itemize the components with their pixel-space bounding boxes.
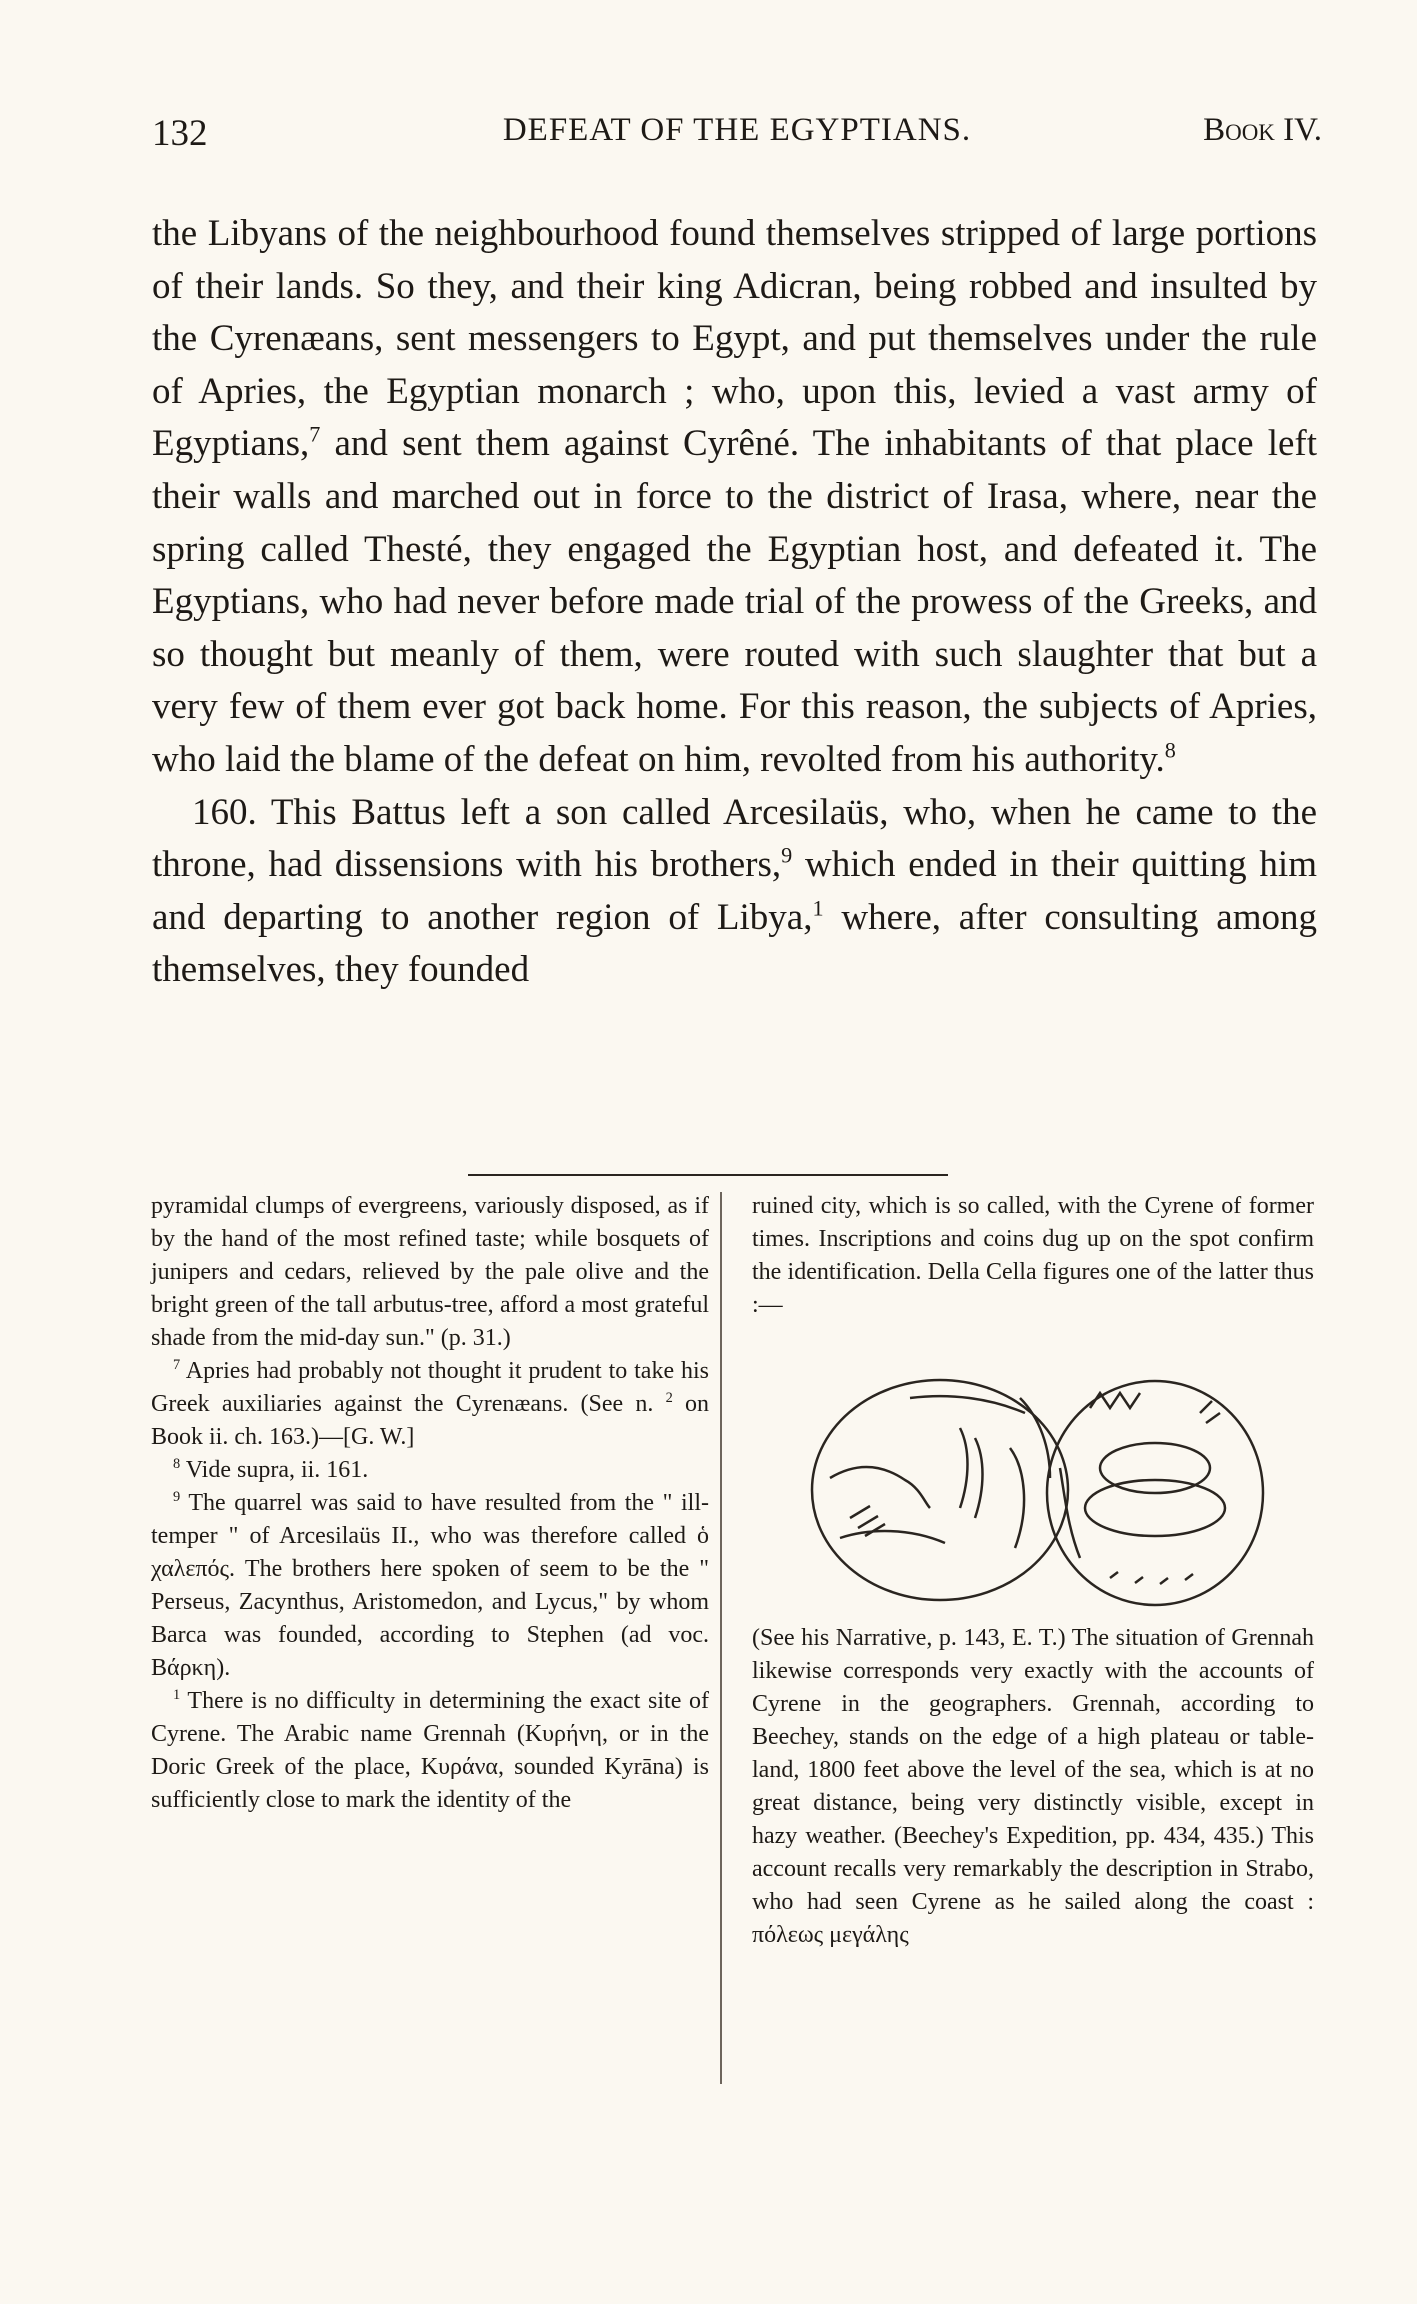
footnote-continuation: pyramidal clumps of evergreens, variously disposed, as if by the hand of the most refined taste; while bosquets of junipers and cedars, relieved by the pale olive and the bright green of the tall arbutus-tree, afford a most grateful shade from the mid-day sun." (p. 31.) xyxy=(151,1193,709,1351)
footnote-ref: 1 xyxy=(812,895,824,921)
running-header xyxy=(152,112,1322,162)
running-title: DEFEAT OF THE EGYPTIANS. xyxy=(502,112,972,148)
footnote-ref: 9 xyxy=(781,842,793,868)
footnote-continuation-right-2: (See his Narrative, p. 143, E. T.) The situation of Grennah likewise corresponds very exactly with the accounts of Cyrene in the geographers. Grennah, according to Beechey, stands on the edge of a high plateau or table-land, 1800 feet above the level of the sea, which is at no great distance, being very distinctly visible, except in hazy weather. (Beechey's Expedition, pp. 434, 435.) This account recalls very remarkably the description in Strabo, who had seen Cyrene as he sailed along the coast : πόλεως μεγάλης xyxy=(752,1625,1314,1948)
footnote-divider xyxy=(468,1174,948,1176)
coin-reverse xyxy=(1047,1381,1263,1605)
coin-obverse xyxy=(812,1380,1068,1600)
main-paragraph: the Libyans of the neighbourhood found themselves stripped of large portions of their lands. So they, and their king Adicran, being robbed and insulted by the Cyrenæans, sent messengers to Egypt, and put themselves under the rule of Apries, the Egyptian monarch ; who, upon this, levied a vast army of Egyptians,$^7$ and sent them against Cyrêné. The inhabitants of that place left their walls and marched out in force to the district of Irasa, where, near the spring called Thesté, they engaged the Egyptian host, and defeated it. The Egyptians, who had never before made trial of the prowess of the Greeks, and so thought but meanly of them, were routed with such slaughter that but a very few of them ever got back home. For this reason, the subjects of Apries, who laid the blame of the defeat on him, revolted from his authority.$^8$ xyxy=(152,213,1317,780)
page-number: 132 xyxy=(152,113,208,154)
footnote-1: $^1$ There is no difficulty in determining the exact site of Cyrene. The Arabic name Grennah (Κυρήνη, or in the Doric Greek of the place, Κυράνα, sounded Kyrāna) is sufficiently close to mark the identity of the xyxy=(151,1687,709,1813)
footnote-9: $^9$ The quarrel was said to have resulted from the " ill-temper " of Arcesilaüs II., who was therefore called ὁ χαλεπός. The brothers here spoken of seem to be the " Perseus, Zacynthus, Aristomedon, and Lycus," by whom Barca was founded, according to Stephen (ad voc. Βάρκη). xyxy=(151,1489,709,1681)
footnote-continuation-right: ruined city, which is so called, with the Cyrene of former times. Inscriptions and coins dug up on the spot confirm the identification. Della Cella figures one of the latter thus :— xyxy=(752,1193,1314,1318)
coin-illustration xyxy=(810,1368,1270,1608)
footnotes-right-bottom xyxy=(752,1622,1314,1952)
footnotes-right-top xyxy=(752,1190,1314,1322)
book-label: Book IV. xyxy=(1203,112,1322,148)
column-divider xyxy=(720,1192,722,2084)
footnote-7: $^7$ Apries had probably not thought it prudent to take his Greek auxiliaries against the Cyrenæans. (See n. $^2$ on Book ii. ch. 163.)—[G. W.] xyxy=(151,1357,710,1450)
footnotes-left-column xyxy=(151,1190,709,1817)
footnote-ref: 7 xyxy=(309,422,321,448)
footnote-ref: 8 xyxy=(1164,737,1176,763)
footnote-8: $^8$ Vide supra, ii. 161. xyxy=(173,1456,369,1483)
main-paragraph: 160. This Battus left a son called Arcesilaüs, who, when he came to the throne, had dissensions with his brothers,$^9$ which ended in their quitting him and departing to another region of Libya,$^1$ where, after consulting among themselves, they founded xyxy=(152,791,1317,991)
main-text xyxy=(152,208,1317,997)
